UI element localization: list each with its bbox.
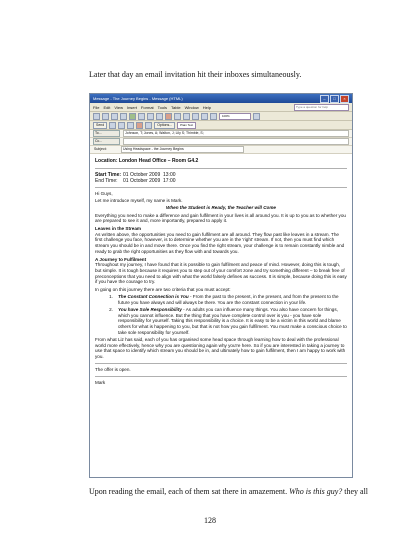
menu-edit[interactable]: Edit [103, 104, 111, 110]
menu-tools[interactable]: Tools [157, 104, 167, 110]
cc-button[interactable]: Cc... [93, 138, 120, 145]
criterion-1 [95, 294, 347, 305]
link-icon[interactable] [183, 113, 190, 120]
criterion-body: - As adults you can influence many things. You also have concern for things, which you cannot influence. But the thing that you have complete control over is you - you have sole responsibility for yourself. Taking this responsibility is a choice. It is easy to be a victim in this world and blame others for what is happening to you, but that is not how you gain fulfilment. You must make a conscious choice to take sole responsibility for yourself. [118, 306, 347, 335]
save-icon[interactable] [111, 113, 118, 120]
maximize-icon[interactable]: □ [330, 95, 339, 103]
signature: Mark [95, 379, 106, 385]
address-book-icon[interactable] [118, 122, 125, 129]
spellcheck-icon[interactable] [129, 113, 136, 120]
redo-icon[interactable] [174, 113, 181, 120]
location-line: Location: London Head Office – Room G4.2 [95, 158, 199, 164]
paragraph-liz: From what Liz has said, each of you has organised some head space through learning how to deal with the professional world more effectively, hence why you are questioning again why you're here. So if you are interested in taking a journey to use that space to identify which stream you should be in, and ultimately how to gain fulfilment, then I am happy to work with you. [95, 337, 346, 360]
menu-help[interactable]: Help [202, 104, 212, 110]
start-label: Start Time: [95, 171, 122, 178]
title-bar [90, 94, 352, 103]
menu-format[interactable]: Format [140, 104, 154, 110]
divider [95, 168, 347, 169]
outro-text: Upon reading the email, each of them sat there in amazement. [89, 487, 290, 496]
menu-bar [90, 103, 352, 112]
email-window-screenshot [89, 93, 353, 478]
drawing-icon[interactable] [210, 113, 217, 120]
heading-journey: A Journey to Fulfilment [95, 256, 147, 262]
divider [95, 376, 347, 377]
intro-line: Let me introduce myself, my name is Mark. [95, 198, 183, 203]
criterion-title: The Constant Connection is You [118, 293, 189, 299]
menu-insert[interactable]: Insert [126, 104, 137, 110]
copy-icon[interactable] [147, 113, 154, 120]
meeting-times [95, 172, 347, 184]
subject-field[interactable]: Using Headspace - the Journey Begins [121, 146, 244, 153]
paragraph-1: Everything you need to make a difference and gain fulfilment in your lives is all around you. It is up to you as to whether you are prepared to see it and, more importantly, prepared to apply it. [95, 212, 346, 224]
cc-row [90, 138, 352, 146]
paragraph-criteria: In going on this journey there are two criteria that you must accept: [95, 286, 231, 292]
criterion-text [118, 294, 347, 305]
start-date: 01 October 2009 [123, 171, 161, 178]
print-icon[interactable] [120, 113, 127, 120]
paste-icon[interactable] [156, 113, 163, 120]
flag-icon[interactable] [145, 122, 152, 129]
criterion-text [118, 307, 347, 336]
minimize-icon[interactable]: – [320, 95, 329, 103]
attach-icon[interactable] [109, 122, 116, 129]
menu-file[interactable]: File [93, 104, 100, 110]
options-button[interactable]: Options... [154, 122, 175, 129]
criterion-number: 1. [109, 293, 113, 299]
open-icon[interactable] [102, 113, 109, 120]
start-time: 13:00 [163, 171, 176, 178]
to-row [90, 130, 352, 138]
outro-tail: they all [342, 487, 369, 496]
paragraph-journey: Throughout my journey, I have found that it is possible to gain fulfilment and peace of mind. However, doing this is tough, but simple. It is tough because it requires you to step out of your comfort zone and try something different – to break free of preconceptions that you need to align with what the world falsely defines as success. It is simple, because doing this is easy if you have the courage to try. [95, 262, 347, 285]
undo-icon[interactable] [165, 113, 172, 120]
paragraph-stream: As written above, the opportunities you need to gain fulfilment are all around. They flow past like leaves in a stream. The first challenge you face, however, is to determine whether you are in the 'right' stream. If not, then you must find which stream you should be in and move there. Once you find the right stream, your challenge is to remain constantly nimble and ready to grab the right opportunities as they flow with and towards you. [95, 231, 345, 254]
greeting: Hi Guys, [95, 190, 113, 196]
heading-stream: Leaves in the Stream [95, 226, 141, 231]
criterion-number: 2. [109, 306, 113, 312]
page-number: 128 [204, 516, 216, 525]
subject-row [90, 146, 352, 154]
menu-window[interactable]: Window [184, 104, 199, 110]
criterion-title: You have Sole Responsibility [118, 306, 182, 312]
divider [95, 363, 347, 364]
message-body[interactable] [90, 154, 352, 385]
close-icon[interactable]: × [340, 95, 349, 103]
intro-paragraph: Later that day an email invitation hit their inboxes simultaneously. [89, 70, 302, 79]
zoom-select[interactable]: 100% [219, 113, 251, 120]
divider [95, 187, 347, 188]
outro-paragraph [89, 487, 369, 496]
help-icon[interactable] [253, 113, 260, 120]
formatting-toolbar [90, 112, 352, 121]
cc-field[interactable] [123, 138, 349, 145]
criterion-2 [95, 307, 347, 336]
columns-icon[interactable] [201, 113, 208, 120]
outro-question: Who is this guy? [289, 487, 343, 496]
send-button[interactable]: Send [93, 122, 107, 129]
menu-table[interactable]: Table [171, 104, 181, 110]
help-question-box[interactable]: Type a question for help [294, 104, 349, 111]
cut-icon[interactable] [138, 113, 145, 120]
offer-line: The offer is open. [95, 366, 131, 372]
table-icon[interactable] [192, 113, 199, 120]
send-toolbar [90, 121, 352, 130]
end-time: 17:00 [163, 177, 176, 184]
to-field[interactable]: Johnson, T; Jones, A; Walton, J; Lily S; Thimble, S; [123, 130, 349, 137]
menu-view[interactable]: View [114, 104, 123, 110]
window-title: Message - The Journey Begins - Message (HTML) [93, 96, 183, 101]
check-names-icon[interactable] [127, 122, 134, 129]
end-date: 01 October 2009 [123, 177, 161, 184]
format-select[interactable]: Plain Text [177, 122, 196, 129]
quote-heading: When the Student is Ready, the Teacher will Come [166, 205, 276, 211]
criterion-body: - From the past to the present, in the present, and from the present to the future you have always and will always be there. You are the constant connection in your life. [118, 293, 339, 305]
to-button[interactable]: To... [93, 130, 120, 137]
new-icon[interactable] [93, 113, 100, 120]
subject-label: Subject: [94, 147, 107, 151]
importance-icon[interactable] [136, 122, 143, 129]
end-label: End Time: [95, 177, 118, 184]
